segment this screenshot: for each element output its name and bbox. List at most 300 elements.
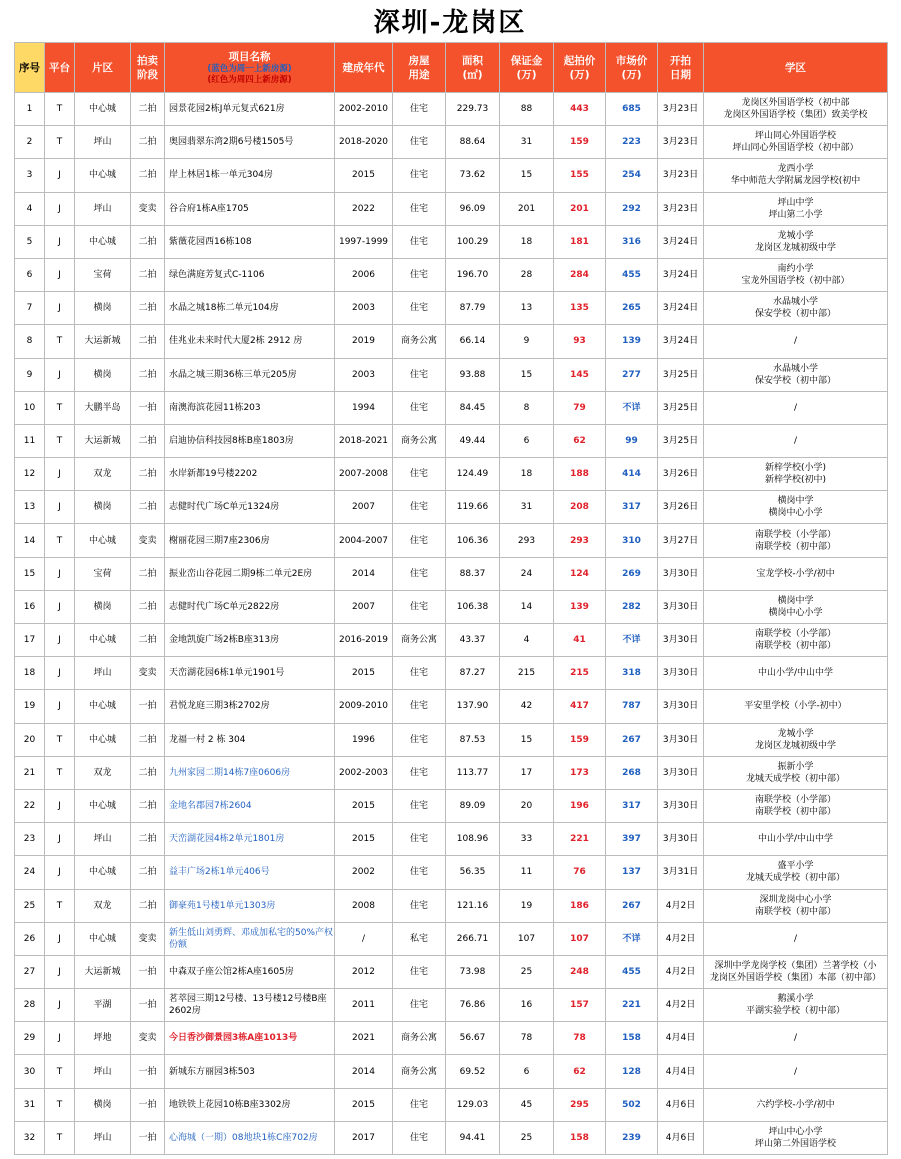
cell-district: 双龙 <box>75 458 131 491</box>
cell-school <box>704 391 888 424</box>
cell-area: 106.38 <box>446 590 500 623</box>
cell-usage: 住宅 <box>393 258 446 291</box>
cell-seq: 29 <box>15 1022 45 1055</box>
cell-seq: 2 <box>15 126 45 159</box>
cell-platform: T <box>45 524 75 557</box>
cell-name <box>165 192 335 225</box>
cell-platform: J <box>45 192 75 225</box>
cell-district: 中心城 <box>75 624 131 657</box>
cell-year: 2003 <box>335 358 393 391</box>
cell-district: 宝荷 <box>75 557 131 590</box>
project-name-text: 新生低山刘勇辉、邓成加私宅的50%产权份额 <box>169 927 334 950</box>
cell-stage: 二拍 <box>131 458 165 491</box>
cell-school <box>704 1022 888 1055</box>
school-line: 振新小学 <box>777 761 814 772</box>
cell-market-price: 318 <box>606 657 658 690</box>
cell-district: 平湖 <box>75 989 131 1022</box>
cell-area: 119.66 <box>446 491 500 524</box>
cell-usage: 住宅 <box>393 1121 446 1154</box>
cell-school <box>704 789 888 822</box>
cell-market-price: 158 <box>606 1022 658 1055</box>
cell-deposit: 18 <box>500 225 554 258</box>
cell-area: 124.49 <box>446 458 500 491</box>
cell-usage: 住宅 <box>393 126 446 159</box>
cell-usage: 住宅 <box>393 657 446 690</box>
cell-start-price: 221 <box>554 823 606 856</box>
table-row <box>15 756 888 789</box>
cell-market-price: 316 <box>606 225 658 258</box>
school-line: 坪山第二小学 <box>768 209 823 220</box>
cell-area: 96.09 <box>446 192 500 225</box>
school-line: / <box>793 1033 798 1044</box>
project-name-text: 水晶之城18栋二单元104房 <box>169 303 279 314</box>
header-name-note-red: (红色为周四上新房源) <box>207 74 292 85</box>
cell-area: 94.41 <box>446 1121 500 1154</box>
cell-seq: 1 <box>15 93 45 126</box>
cell-market-price: 139 <box>606 325 658 358</box>
cell-usage: 住宅 <box>393 159 446 192</box>
cell-name <box>165 823 335 856</box>
cell-platform: J <box>45 789 75 822</box>
cell-year: 2015 <box>335 1088 393 1121</box>
cell-year: 2009-2010 <box>335 690 393 723</box>
project-name-text: 志健时代广场C单元1324房 <box>169 502 280 513</box>
cell-deposit: 25 <box>500 1121 554 1154</box>
cell-year: 2016-2019 <box>335 624 393 657</box>
cell-seq: 3 <box>15 159 45 192</box>
cell-stage: 一拍 <box>131 1055 165 1088</box>
table-row <box>15 590 888 623</box>
cell-school <box>704 424 888 457</box>
cell-year: 2006 <box>335 258 393 291</box>
cell-start-price: 186 <box>554 889 606 922</box>
header-seq: 序号 <box>15 43 45 93</box>
cell-deposit: 33 <box>500 823 554 856</box>
cell-market-price: 223 <box>606 126 658 159</box>
cell-school <box>704 1088 888 1121</box>
cell-market-price: 414 <box>606 458 658 491</box>
cell-market-price: 317 <box>606 491 658 524</box>
school-line: 水晶城小学 <box>772 363 818 374</box>
school-line: 龙岗区龙城初级中学 <box>754 740 836 751</box>
cell-area: 266.71 <box>446 922 500 955</box>
cell-name <box>165 524 335 557</box>
school-line: 保安学校（初中部） <box>754 309 836 320</box>
cell-deposit: 13 <box>500 292 554 325</box>
cell-area: 137.90 <box>446 690 500 723</box>
cell-school <box>704 524 888 557</box>
project-name-text: 天峦湖花园4栋2单元1801房 <box>169 834 285 845</box>
cell-stage: 二拍 <box>131 93 165 126</box>
cell-platform: T <box>45 1121 75 1154</box>
header-name-note-blue: (蓝色为周一上新房源) <box>207 63 292 74</box>
cell-date: 3月31日 <box>658 856 704 889</box>
cell-start-price: 159 <box>554 723 606 756</box>
cell-school <box>704 159 888 192</box>
cell-seq: 12 <box>15 458 45 491</box>
cell-district: 中心城 <box>75 723 131 756</box>
table-body <box>15 93 888 1155</box>
cell-market-price: 685 <box>606 93 658 126</box>
table-row <box>15 424 888 457</box>
cell-date: 3月30日 <box>658 723 704 756</box>
cell-deposit: 4 <box>500 624 554 657</box>
cell-platform: T <box>45 391 75 424</box>
cell-year: 2014 <box>335 1055 393 1088</box>
cell-usage: 住宅 <box>393 491 446 524</box>
cell-seq: 19 <box>15 690 45 723</box>
cell-usage: 住宅 <box>393 690 446 723</box>
cell-district: 大运新城 <box>75 424 131 457</box>
cell-platform: J <box>45 458 75 491</box>
cell-market-price: 269 <box>606 557 658 590</box>
cell-platform: J <box>45 856 75 889</box>
cell-area: 87.53 <box>446 723 500 756</box>
cell-district: 中心城 <box>75 93 131 126</box>
cell-start-price: 248 <box>554 955 606 988</box>
cell-district: 横岗 <box>75 590 131 623</box>
school-line: 新梓学校(小学) <box>764 463 827 474</box>
table-row <box>15 159 888 192</box>
cell-district: 中心城 <box>75 524 131 557</box>
cell-stage: 二拍 <box>131 325 165 358</box>
cell-deposit: 6 <box>500 424 554 457</box>
header-name <box>165 43 335 93</box>
table-row <box>15 624 888 657</box>
cell-market-price: 267 <box>606 889 658 922</box>
school-line: 水晶城小学 <box>772 297 818 308</box>
school-line: 龙岗区龙城初级中学 <box>754 242 836 253</box>
cell-name <box>165 1055 335 1088</box>
cell-deposit: 25 <box>500 955 554 988</box>
project-name-text: 御豪苑1号楼1单元1303房 <box>169 900 276 911</box>
cell-platform: T <box>45 325 75 358</box>
school-line: 新梓学校(初中) <box>764 475 827 486</box>
project-name-text: 中森双子座公馆2栋A座1605房 <box>169 966 294 977</box>
cell-school <box>704 955 888 988</box>
cell-stage: 二拍 <box>131 491 165 524</box>
cell-area: 73.62 <box>446 159 500 192</box>
school-line: 平湖实验学校（初中部） <box>745 1006 845 1017</box>
cell-school <box>704 590 888 623</box>
cell-seq: 26 <box>15 922 45 955</box>
cell-platform: J <box>45 358 75 391</box>
project-name-text: 君悦龙庭三期3栋2702房 <box>169 701 270 712</box>
cell-area: 73.98 <box>446 955 500 988</box>
school-line: 坪山中学 <box>777 197 814 208</box>
project-name-text: 绿色满庭芳复式C-1106 <box>169 270 265 281</box>
cell-seq: 23 <box>15 823 45 856</box>
cell-start-price: 139 <box>554 590 606 623</box>
cell-date: 3月23日 <box>658 192 704 225</box>
cell-platform: J <box>45 823 75 856</box>
cell-date: 3月30日 <box>658 823 704 856</box>
table-row <box>15 524 888 557</box>
cell-area: 43.37 <box>446 624 500 657</box>
table-row <box>15 192 888 225</box>
cell-school <box>704 358 888 391</box>
cell-year: 2007 <box>335 491 393 524</box>
header-district: 片区 <box>75 43 131 93</box>
cell-deposit: 31 <box>500 126 554 159</box>
cell-year: 2015 <box>335 823 393 856</box>
cell-district: 中心城 <box>75 789 131 822</box>
cell-school <box>704 1121 888 1154</box>
school-line: 横岗中心小学 <box>768 607 823 618</box>
cell-platform: T <box>45 723 75 756</box>
cell-school <box>704 126 888 159</box>
cell-name <box>165 491 335 524</box>
cell-name <box>165 1022 335 1055</box>
project-name-text: 茗萃园三期12号楼、13号楼12号楼B座2602房 <box>169 994 327 1017</box>
cell-platform: T <box>45 424 75 457</box>
school-line: 坪山中心小学 <box>768 1126 823 1137</box>
cell-area: 88.37 <box>446 557 500 590</box>
cell-name <box>165 756 335 789</box>
cell-name <box>165 657 335 690</box>
cell-market-price: 128 <box>606 1055 658 1088</box>
cell-platform: T <box>45 756 75 789</box>
cell-usage: 住宅 <box>393 756 446 789</box>
cell-start-price: 155 <box>554 159 606 192</box>
cell-deposit: 201 <box>500 192 554 225</box>
cell-seq: 10 <box>15 391 45 424</box>
cell-seq: 11 <box>15 424 45 457</box>
cell-name <box>165 126 335 159</box>
cell-start-price: 159 <box>554 126 606 159</box>
cell-platform: T <box>45 1055 75 1088</box>
cell-platform: J <box>45 491 75 524</box>
cell-date: 3月26日 <box>658 458 704 491</box>
school-line: 横岗中心小学 <box>768 508 823 519</box>
cell-start-price: 107 <box>554 922 606 955</box>
cell-date: 3月25日 <box>658 424 704 457</box>
project-name-text: 益丰广场2栋1单元406号 <box>169 867 270 878</box>
cell-start-price: 181 <box>554 225 606 258</box>
project-name-text: 今日香沙御景园3栋A座1013号 <box>169 1033 298 1044</box>
cell-name <box>165 922 335 955</box>
cell-seq: 4 <box>15 192 45 225</box>
cell-deposit: 16 <box>500 989 554 1022</box>
cell-start-price: 76 <box>554 856 606 889</box>
project-name-text: 奥园翡翠东湾2期6号楼1505号 <box>169 137 294 148</box>
cell-usage: 住宅 <box>393 391 446 424</box>
cell-district: 大运新城 <box>75 955 131 988</box>
cell-seq: 17 <box>15 624 45 657</box>
cell-year: 2011 <box>335 989 393 1022</box>
cell-usage: 住宅 <box>393 590 446 623</box>
cell-area: 84.45 <box>446 391 500 424</box>
cell-platform: J <box>45 690 75 723</box>
cell-year: 2022 <box>335 192 393 225</box>
cell-date: 3月23日 <box>658 93 704 126</box>
cell-market-price: 787 <box>606 690 658 723</box>
cell-district: 坪山 <box>75 1055 131 1088</box>
cell-name <box>165 93 335 126</box>
cell-name <box>165 1121 335 1154</box>
school-line: 南联学校（小学部） <box>754 529 836 540</box>
school-line: 南联学校（初中部） <box>754 641 836 652</box>
table-row <box>15 1055 888 1088</box>
cell-start-price: 145 <box>554 358 606 391</box>
cell-market-price: 455 <box>606 258 658 291</box>
cell-deposit: 6 <box>500 1055 554 1088</box>
cell-stage: 一拍 <box>131 1121 165 1154</box>
cell-year: 2007-2008 <box>335 458 393 491</box>
cell-market-price: 277 <box>606 358 658 391</box>
cell-start-price: 135 <box>554 292 606 325</box>
cell-start-price: 443 <box>554 93 606 126</box>
header-deposit: 保证金 (万) <box>500 43 554 93</box>
cell-start-price: 417 <box>554 690 606 723</box>
table-row <box>15 458 888 491</box>
school-line: 南联学校（初中部） <box>754 906 836 917</box>
header-date: 开拍 日期 <box>658 43 704 93</box>
cell-market-price: 不详 <box>606 624 658 657</box>
cell-seq: 6 <box>15 258 45 291</box>
school-line: 盛平小学 <box>777 861 814 872</box>
cell-platform: J <box>45 624 75 657</box>
cell-deposit: 9 <box>500 325 554 358</box>
cell-start-price: 79 <box>554 391 606 424</box>
school-line: 龙岗区外国语学校（集团）本部（初中部） <box>709 972 881 983</box>
cell-seq: 5 <box>15 225 45 258</box>
cell-deposit: 11 <box>500 856 554 889</box>
table-row <box>15 557 888 590</box>
cell-name <box>165 258 335 291</box>
cell-seq: 16 <box>15 590 45 623</box>
cell-year: 2002 <box>335 856 393 889</box>
cell-market-price: 99 <box>606 424 658 457</box>
cell-date: 3月24日 <box>658 225 704 258</box>
cell-year: 2008 <box>335 889 393 922</box>
cell-year: 1996 <box>335 723 393 756</box>
cell-start-price: 93 <box>554 325 606 358</box>
project-name-text: 金地名郡园7栋2604 <box>169 801 252 812</box>
table-row <box>15 1121 888 1154</box>
cell-district: 双龙 <box>75 889 131 922</box>
cell-seq: 14 <box>15 524 45 557</box>
cell-district: 中心城 <box>75 856 131 889</box>
table-row <box>15 856 888 889</box>
cell-area: 106.36 <box>446 524 500 557</box>
cell-usage: 住宅 <box>393 192 446 225</box>
cell-name <box>165 391 335 424</box>
cell-date: 3月27日 <box>658 524 704 557</box>
cell-year: 2018-2021 <box>335 424 393 457</box>
cell-usage: 住宅 <box>393 889 446 922</box>
table-row <box>15 789 888 822</box>
cell-district: 中心城 <box>75 159 131 192</box>
header-start-price: 起拍价 (万) <box>554 43 606 93</box>
cell-usage: 住宅 <box>393 458 446 491</box>
table-row <box>15 391 888 424</box>
project-name-text: 九州家园二期14栋7座0606房 <box>169 767 291 778</box>
cell-deposit: 19 <box>500 889 554 922</box>
cell-year: 2019 <box>335 325 393 358</box>
cell-district: 大鹏半岛 <box>75 391 131 424</box>
school-line: 坪山同心外国语学校 <box>754 131 836 142</box>
cell-school <box>704 325 888 358</box>
cell-area: 69.52 <box>446 1055 500 1088</box>
cell-market-price: 不详 <box>606 391 658 424</box>
cell-school <box>704 657 888 690</box>
cell-seq: 18 <box>15 657 45 690</box>
cell-market-price: 292 <box>606 192 658 225</box>
cell-area: 88.64 <box>446 126 500 159</box>
cell-usage: 住宅 <box>393 225 446 258</box>
school-line: / <box>793 435 798 446</box>
cell-seq: 32 <box>15 1121 45 1154</box>
cell-deposit: 20 <box>500 789 554 822</box>
cell-start-price: 78 <box>554 1022 606 1055</box>
cell-platform: T <box>45 126 75 159</box>
table-row <box>15 1088 888 1121</box>
cell-year: 2007 <box>335 590 393 623</box>
cell-area: 56.35 <box>446 856 500 889</box>
cell-platform: J <box>45 557 75 590</box>
school-line: / <box>793 402 798 413</box>
cell-platform: T <box>45 889 75 922</box>
cell-platform: J <box>45 225 75 258</box>
project-name-text: 园景花园2栋J单元复式621房 <box>169 104 285 115</box>
cell-area: 49.44 <box>446 424 500 457</box>
project-name-text: 南澳海滨花园11栋203 <box>169 402 261 413</box>
school-line: 中山小学/中山中学 <box>757 834 834 845</box>
cell-name <box>165 557 335 590</box>
cell-area: 89.09 <box>446 789 500 822</box>
cell-usage: 住宅 <box>393 292 446 325</box>
table-row <box>15 723 888 756</box>
cell-district: 坪山 <box>75 126 131 159</box>
cell-school <box>704 889 888 922</box>
cell-name <box>165 690 335 723</box>
cell-stage: 一拍 <box>131 690 165 723</box>
project-name-text: 金地凯旋广场2栋B座313房 <box>169 635 280 646</box>
cell-start-price: 201 <box>554 192 606 225</box>
cell-market-price: 239 <box>606 1121 658 1154</box>
page-title: 深圳-龙岗区 <box>373 8 527 38</box>
school-line: / <box>793 1066 798 1077</box>
cell-school <box>704 491 888 524</box>
cell-seq: 31 <box>15 1088 45 1121</box>
cell-start-price: 284 <box>554 258 606 291</box>
cell-school <box>704 756 888 789</box>
cell-district: 坪山 <box>75 192 131 225</box>
cell-stage: 二拍 <box>131 292 165 325</box>
school-line: / <box>793 336 798 347</box>
cell-school <box>704 458 888 491</box>
cell-market-price: 455 <box>606 955 658 988</box>
table-row <box>15 225 888 258</box>
cell-area: 100.29 <box>446 225 500 258</box>
cell-year: 2015 <box>335 657 393 690</box>
cell-platform: J <box>45 590 75 623</box>
cell-name <box>165 590 335 623</box>
cell-school <box>704 192 888 225</box>
school-line: 南约小学 <box>777 264 814 275</box>
cell-deposit: 15 <box>500 723 554 756</box>
cell-seq: 22 <box>15 789 45 822</box>
cell-deposit: 78 <box>500 1022 554 1055</box>
table-row <box>15 657 888 690</box>
cell-year: 1997-1999 <box>335 225 393 258</box>
cell-district: 中心城 <box>75 225 131 258</box>
cell-start-price: 62 <box>554 424 606 457</box>
cell-seq: 20 <box>15 723 45 756</box>
cell-start-price: 173 <box>554 756 606 789</box>
cell-date: 4月2日 <box>658 922 704 955</box>
